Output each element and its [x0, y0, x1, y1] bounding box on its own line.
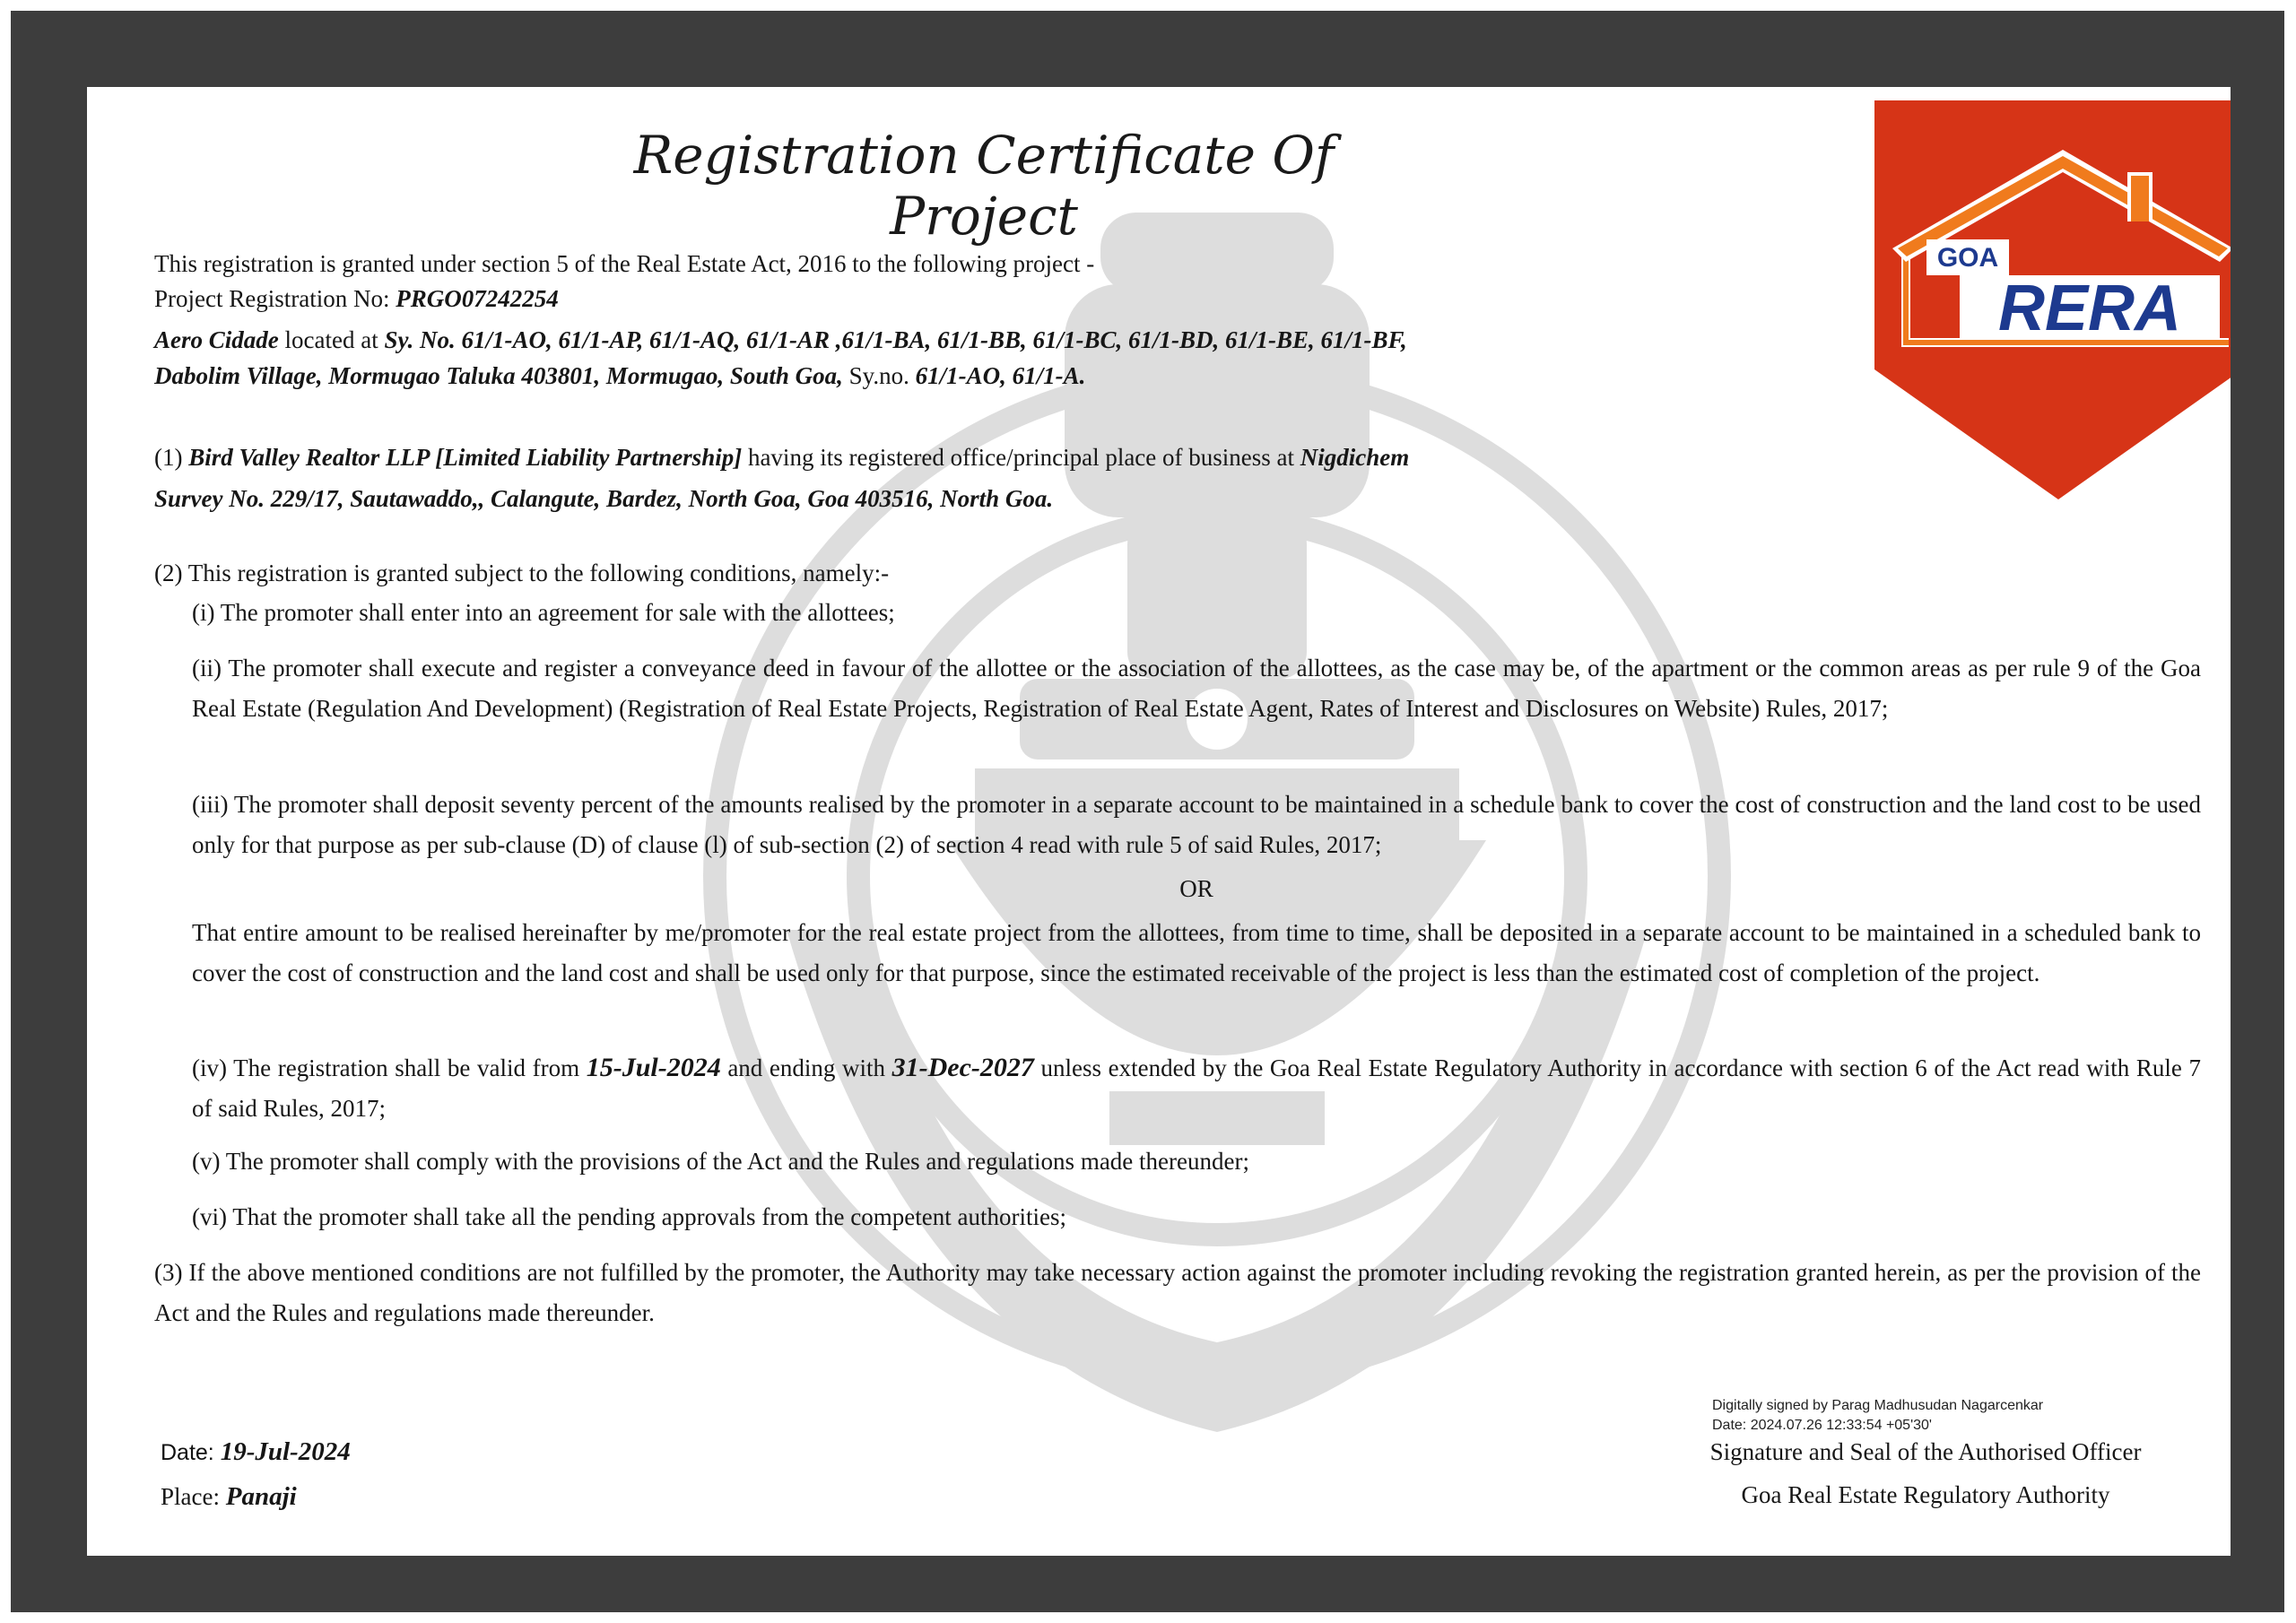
or-separator: OR: [1179, 875, 1213, 902]
condition-iv: [192, 1047, 2201, 1129]
condition-ii: (ii) The promoter shall execute and register a conveyance deed in favour of the allottee or the association of the allottees, as the case may be, of the apartment or the common areas as per rule 9 of the Goa Real Estate (Regulation And Development) (Registration of Real Estate Projects, Registration of Real Estate Agent, Rates of Interest and Disclosures on Website) Rules, 2017;: [192, 655, 2201, 722]
condition-vi: (vi) That the promoter shall take all the pending approvals from the competent authorities;: [192, 1203, 1066, 1230]
goa-rera-logo: [1874, 100, 2231, 499]
promoter-address-line2: Survey No. 229/17, Sautawaddo,, Calangute, Bardez, North Goa, Goa 403516, North Goa.: [154, 485, 1054, 512]
place-label: Place:: [161, 1483, 226, 1510]
signature-caption: Signature and Seal of the Authorised Officer: [1709, 1438, 2142, 1465]
syno-value: 61/1-AO, 61/1-A.: [915, 362, 1086, 389]
certificate-paper: [87, 87, 2231, 1556]
syno-label: Sy.no.: [848, 362, 916, 389]
digital-signature-line1: Digitally signed by Parag Madhusudan Nagarcenkar: [1712, 1398, 2044, 1413]
page-title: Registration Certificate Of Project: [633, 125, 1335, 247]
promoter-office-text: having its registered office/principal place of business at: [742, 444, 1300, 471]
date-line: [161, 1432, 699, 1472]
promoter-prefix: (1): [154, 444, 189, 471]
digital-signature: [1712, 1396, 2214, 1436]
certificate-frame: [11, 11, 2284, 1612]
place-value: Panaji: [225, 1482, 297, 1511]
project-location-line1: Sy. No. 61/1-AO, 61/1-AP, 61/1-AQ, 61/1-AR ,61/1-BA, 61/1-BB, 61/1-BC, 61/1-BD, 61/1-BE, 61/1-BF,: [384, 326, 1407, 353]
project-block: [154, 322, 1912, 394]
registration-number-label: Project Registration No:: [154, 285, 396, 312]
date-value: 19-Jul-2024: [220, 1437, 351, 1466]
condition-iii: (iii) The promoter shall deposit seventy percent of the amounts realised by the promoter in a separate account to be maintained in a schedule bank to cover the cost of construction and the land cost to be used only for that purpose as per sub-clause (D) of clause (l) of sub-section (2) of section 4 read with rule 5 of said Rules, 2017;: [192, 791, 2201, 858]
logo-rera-text: RERA: [1997, 273, 2182, 344]
project-location-line2: Dabolim Village, Mormugao Taluka 403801, Mormugao, South Goa,: [154, 362, 849, 389]
intro-line: This registration is granted under section 5 of the Real Estate Act, 2016 to the following project -: [154, 250, 1095, 277]
intro-block: [154, 247, 1500, 317]
project-name: Aero Cidade: [154, 326, 279, 353]
conditions-heading: (2) This registration is granted subject to the following conditions, namely:-: [154, 560, 890, 586]
digital-signature-line2: Date: 2024.07.26 12:33:54 +05'30': [1712, 1418, 1932, 1433]
registration-number-line: [154, 282, 1500, 317]
condition-v: (v) The promoter shall comply with the provisions of the Act and the Rules and regulations made thereunder;: [192, 1148, 1249, 1175]
condition-iv-text-a: (iv) The registration shall be valid from: [192, 1055, 587, 1081]
located-at-text: located at: [278, 326, 385, 353]
promoter-address-line1: Nigdichem: [1300, 444, 1410, 471]
condition-iv-text-c: unless extended by the Goa Real Estate Regulatory Authority in accordance with section 6 of the Act read with Rule 7 of said Rules, 2017;: [192, 1055, 2201, 1122]
valid-to-date: 31-Dec-2027: [891, 1053, 1034, 1082]
promoter-name: Bird Valley Realtor LLP [Limited Liability Partnership]: [188, 444, 743, 471]
condition-i: (i) The promoter shall enter into an agreement for sale with the allottees;: [192, 599, 895, 626]
conditions-heading-block: [154, 553, 1948, 632]
date-label: Date:: [161, 1440, 221, 1465]
promoter-block: [154, 437, 1912, 519]
condition-iv-text-b: and ending with: [720, 1055, 892, 1081]
condition-entire-amount: That entire amount to be realised hereinafter by me/promoter for the real estate project from the allottees, from time to time, shall be deposited in a separate account to be maintained in a scheduled bank to cover the cost of construction and the land cost and shall be used only for that purpose, since the estimated receivable of the project is less than the estimated cost of completion of the project.: [192, 919, 2201, 986]
place-line: [161, 1477, 699, 1517]
clause-3: (3) If the above mentioned conditions are not fulfilled by the promoter, the Authority may take necessary action against the promoter including revoking the registration granted herein, as per the provision of the Act and the Rules and regulations made thereunder.: [154, 1259, 2201, 1326]
logo-goa-text: GOA: [1936, 243, 1999, 273]
registration-number: PRGO07242254: [396, 285, 559, 312]
authority-name: Goa Real Estate Regulatory Authority: [1741, 1481, 2110, 1508]
valid-from-date: 15-Jul-2024: [586, 1053, 721, 1082]
